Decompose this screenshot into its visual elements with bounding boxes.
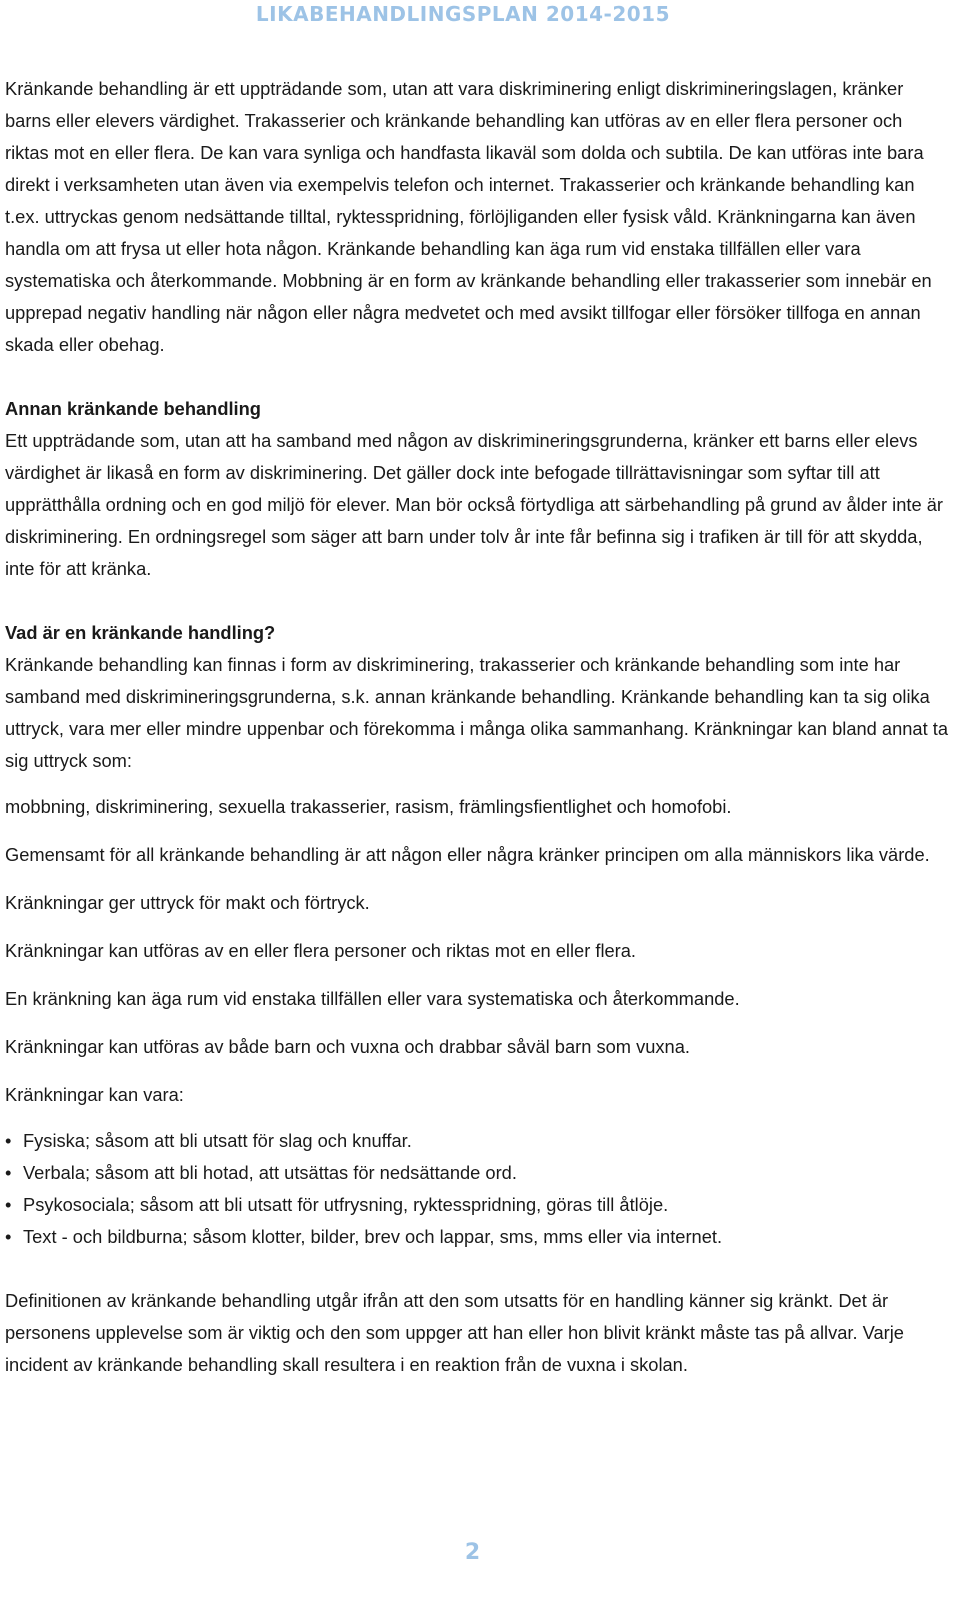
persons-paragraph: Kränkningar kan utföras av en eller flera personer och riktas mot en eller flera. (5, 940, 637, 961)
list-item-text: Verbala; såsom att bli hotad, att utsättas för nedsättande ord. (23, 1162, 517, 1183)
types-intro-paragraph: Kränkningar kan vara: (5, 1084, 184, 1105)
document-body (5, 73, 950, 1381)
list-item (5, 1125, 950, 1157)
examples-paragraph: mobbning, diskriminering, sexuella trakasserier, rasism, främlingsfientlighet och homofobi. (5, 796, 732, 817)
who-paragraph: Kränkningar kan utföras av både barn och vuxna och drabbar såväl barn som vuxna. (5, 1036, 690, 1057)
annan-paragraph: Ett uppträdande som, utan att ha samband med någon av diskrimineringsgrunderna, kränker ett barns eller elevs värdighet är likaså en form av diskriminering. Det gäller dock inte befogade tillrättavisningar som syftar till att upprätthålla ordning och en god miljö för elever. Man bör också förtydliga att särbehandling på grund av ålder inte är diskriminering. En ordningsregel som säger att barn under tolv år inte får befinna sig i trafiken är till för att skydda, inte för att kränka. (5, 430, 943, 579)
power-paragraph: Kränkningar ger uttryck för makt och förtryck. (5, 892, 370, 913)
list-item (5, 1157, 950, 1189)
definition-paragraph: Definitionen av kränkande behandling utgår ifrån att den som utsatts för en handling känner sig kränkt. Det är personens upplevelse som är viktig och den som uppger att han eller hon blivit kränkt måste tas på allvar. Varje incident av kränkande behandling skall resultera i en reaktion från de vuxna i skolan. (5, 1290, 904, 1375)
occasions-paragraph: En kränkning kan äga rum vid enstaka tillfällen eller vara systematiska och återkommande. (5, 988, 740, 1009)
list-item (5, 1221, 950, 1253)
list-item (5, 1189, 950, 1221)
list-item-text: Text - och bildburna; såsom klotter, bilder, brev och lappar, sms, mms eller via internet. (23, 1226, 723, 1247)
bullet-icon: • (5, 1162, 12, 1183)
list-item-text: Fysiska; såsom att bli utsatt för slag och knuffar. (23, 1130, 412, 1151)
page-number: 2 (464, 1540, 481, 1565)
common-paragraph: Gemensamt för all kränkande behandling är att någon eller några kränker principen om alla människors lika värde. (5, 844, 930, 865)
vad-paragraph: Kränkande behandling kan finnas i form av diskriminering, trakasserier och kränkande behandling som inte har samband med diskrimineringsgrunderna, s.k. annan kränkande behandling. Kränkande behandling kan ta sig olika uttryck, vara mer eller mindre uppenbar och förekomma i många olika sammanhang. Kränkningar kan bland annat ta sig uttryck som: (5, 654, 948, 771)
heading-annan-krankande-behandling: Annan kränkande behandling (5, 398, 261, 419)
bullet-icon: • (5, 1194, 12, 1215)
list-item-text: Psykosociala; såsom att bli utsatt för utfrysning, ryktesspridning, göras till åtlöje. (23, 1194, 669, 1215)
types-list (5, 1125, 950, 1253)
bullet-icon: • (5, 1130, 12, 1151)
intro-paragraph: Kränkande behandling är ett uppträdande som, utan att vara diskriminering enligt diskrimineringslagen, kränker barns eller elevers värdighet. Trakasserier och kränkande behandling kan utföras av en eller flera personer och riktas mot en eller flera. De kan vara synliga och handfasta likaväl som dolda och subtila. De kan utföras inte bara direkt i verksamheten utan även via exempelvis telefon och internet. Trakasserier och kränkande behandling kan t.ex. uttryckas genom nedsättande tilltal, ryktesspridning, förlöjliganden eller fysisk våld. Kränkningarna kan även handla om att frysa ut eller hota någon. Kränkande behandling kan äga rum vid enstaka tillfällen eller vara systematiska och återkommande. Mobbning är en form av kränkande behandling eller trakasserier som innebär en upprepad negativ handling när någon eller några medvetet och med avsikt tillfogar eller försöker tillfoga en annan skada eller obehag. (5, 78, 932, 355)
heading-vad-ar-en-krankande-handling: Vad är en kränkande handling? (5, 622, 276, 643)
bullet-icon: • (5, 1226, 12, 1247)
document-header-title: LIKABEHANDLINGSPLAN 2014-2015 (255, 2, 670, 26)
